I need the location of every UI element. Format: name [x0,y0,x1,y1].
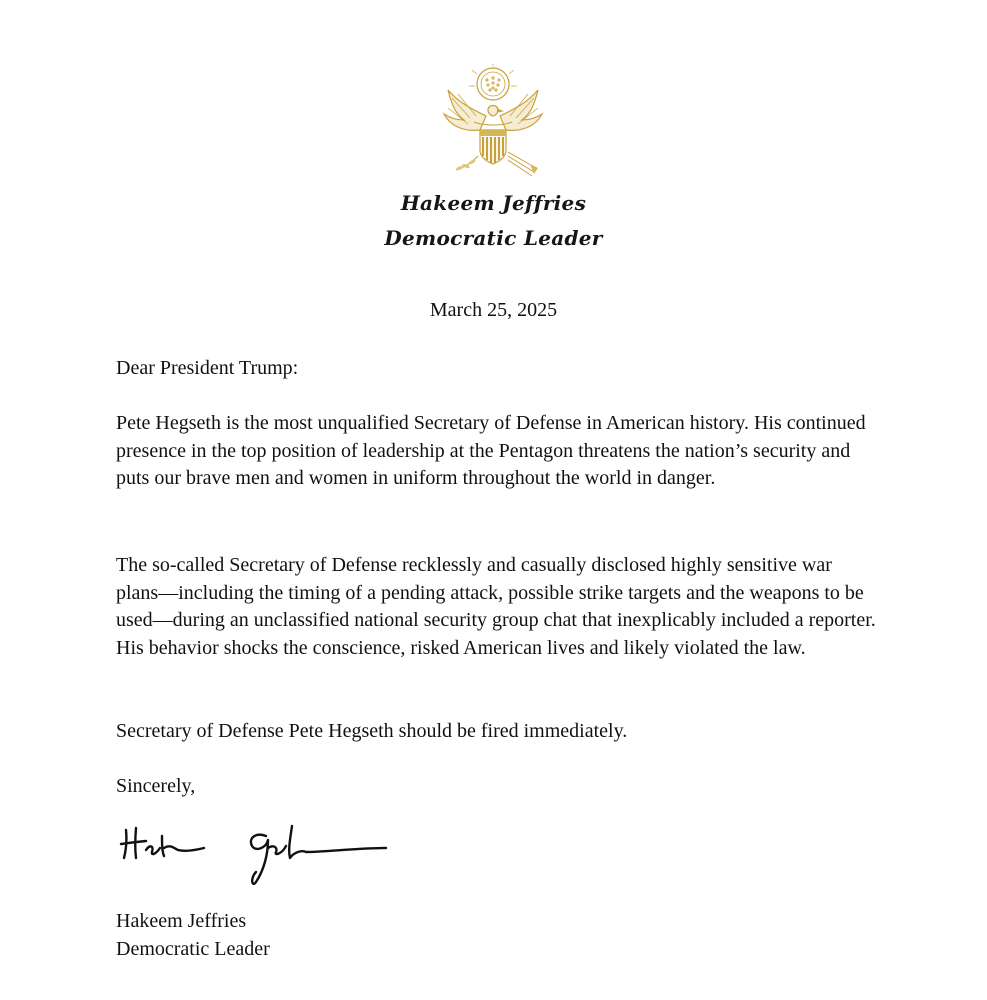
signer-title: Democratic Leader [116,938,270,960]
letter-date: March 25, 2025 [429,299,558,321]
body-paragraph-3: Secretary of Defense Pete Hegseth should be fired immediately. [116,720,628,742]
handwritten-signature-icon [116,818,391,893]
body-paragraph-2: The so-called Secretary of Defense recklessly and casually disclosed highly sensitive war plans—including the timing of a pending attack, possible strike targets and the weapons to be used—during an unclassified national security group chat that inexplicably included a reporter. His behavior shocks the conscience, risked American lives and likely violated the law. [116,554,876,659]
signer-name: Hakeem Jeffries [116,910,247,932]
letterhead-name: Hakeem Jeffries [400,191,587,215]
salutation: Dear President Trump: [116,357,299,379]
letterhead-title: Democratic Leader [384,226,603,250]
closing: Sincerely, [116,775,196,797]
eagle-seal-icon [434,64,552,182]
body-paragraph-1: Pete Hegseth is the most unqualified Secretary of Defense in American history. His continued presence in the top position of leadership at the Pentagon threatens the nation’s security and puts our brave men and women in uniform throughout the world in danger. [116,412,866,489]
